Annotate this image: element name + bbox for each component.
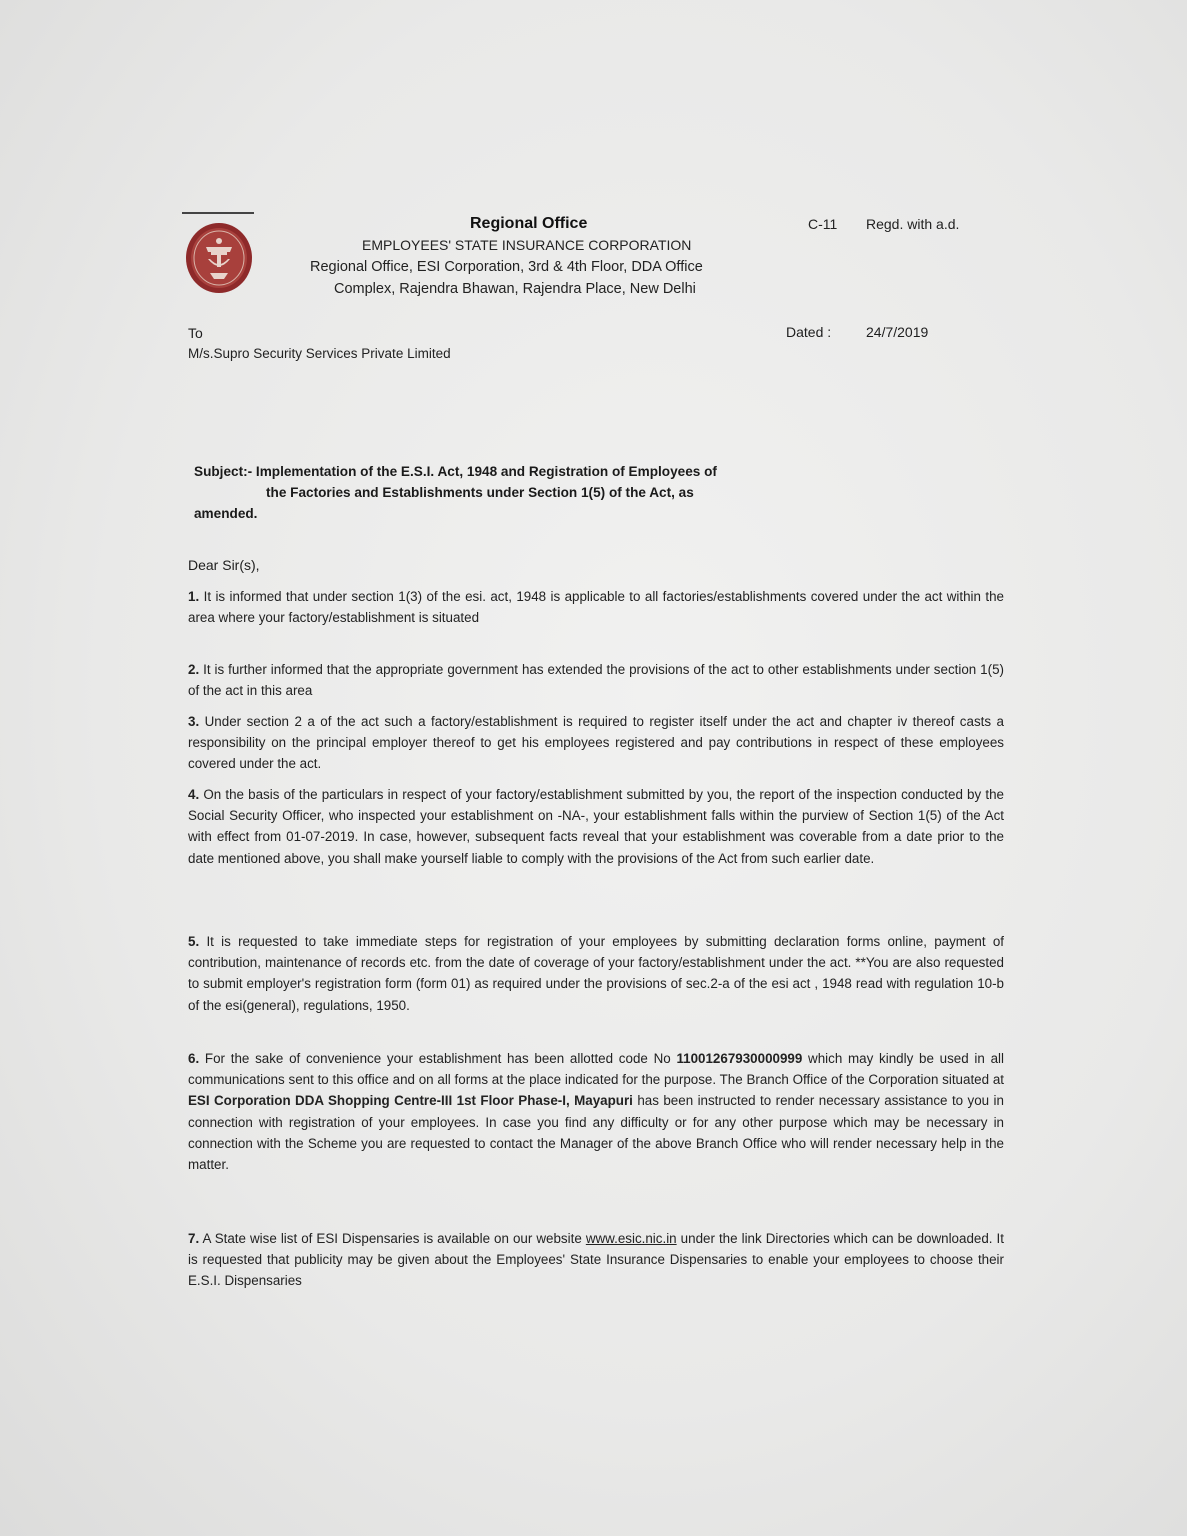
salutation: Dear Sir(s),	[188, 557, 260, 573]
esic-seal-logo	[184, 221, 254, 295]
paragraph-text: has been instructed to render necessary assistance to you in connection with registration of your employees. In case you find any difficulty or for any other purpose which may be necessary in connection with the Scheme you are requested to contact the Manager of the above Branch Office who will render necessary help in the matter.	[188, 1093, 1004, 1173]
paragraph-text: It is further informed that the appropriate government has extended the provisions of the act to other establishments under section 1(5) of the act in this area	[188, 662, 1004, 699]
paragraph-text: under the link Directories which can be downloaded. It is requested that publicity may be given about the Employees' State Insurance Dispensaries to enable your employees to choose their E.S.I. Dispensaries	[188, 1231, 1004, 1289]
subject-line2: the Factories and Establishments under Section 1(5) of the Act, as	[266, 485, 694, 500]
paragraph-number: 2.	[188, 662, 200, 677]
seal-rule	[182, 212, 254, 214]
paragraph-5	[188, 931, 1004, 1016]
paragraph-1	[188, 586, 1004, 628]
paragraph-number: 7.	[188, 1231, 200, 1246]
office-address-line2: Complex, Rajendra Bhawan, Rajendra Place, New Delhi	[334, 281, 696, 297]
paragraph-2	[188, 659, 1004, 701]
paragraph-number: 1.	[188, 589, 200, 604]
form-code: C-11	[808, 216, 838, 232]
paragraph-4	[188, 784, 1004, 869]
website-link[interactable]: www.esic.nic.in	[585, 1231, 677, 1246]
paragraph-text: On the basis of the particulars in respect of your factory/establishment submitted by you, the report of the inspection conducted by the Social Security Officer, who inspected your establishment on -NA-, your establishment falls within the purview of Section 1(5) of the Act with effect from 01-07-2019. In case, however, subsequent facts reveal that your establishment was coverable from a date prior to the date mentioned above, you shall make yourself liable to comply with the provisions of the Act from such earlier date.	[188, 787, 1004, 866]
paragraph-number: 5.	[188, 934, 200, 949]
paragraph-text: It is informed that under section 1(3) of the esi. act, 1948 is applicable to all factories/establishments covered under the act within the area where your factory/establishment is situated	[188, 589, 1004, 626]
establishment-code: 11001267930000999	[676, 1051, 803, 1066]
paragraph-7	[188, 1228, 1004, 1292]
paragraph-number: 3.	[188, 714, 200, 729]
subject	[194, 461, 874, 524]
dated-label: Dated :	[786, 324, 832, 340]
paragraph-text: which may kindly be used in all communications sent to this office and on all forms at the place indicated for the purpose. The Branch Office of the Corporation situated at	[188, 1051, 1004, 1088]
dated-value: 24/7/2019	[866, 324, 929, 340]
paragraph-3	[188, 711, 1004, 775]
paragraph-6	[188, 1048, 1004, 1175]
subject-line1: Subject:- Implementation of the E.S.I. Act, 1948 and Registration of Employees of	[194, 464, 717, 479]
subject-line3: amended.	[194, 506, 258, 521]
organization-name: EMPLOYEES' STATE INSURANCE CORPORATION	[362, 237, 692, 253]
addressee: M/s.Supro Security Services Private Limited	[188, 346, 451, 361]
paragraph-text: A State wise list of ESI Dispensaries is available on our website	[202, 1231, 582, 1246]
office-title: Regional Office	[470, 215, 588, 232]
paragraph-number: 6.	[188, 1051, 200, 1066]
registered-mail-note: Regd. with a.d.	[866, 216, 960, 232]
paragraph-text: Under section 2 a of the act such a factory/establishment is required to register itself under the act and chapter iv thereof casts a responsibility on the principal employer thereof to get his employees registered and pay contributions in respect of these employees covered under the act.	[188, 714, 1004, 772]
paragraph-text: For the sake of convenience your establishment has been allotted code No	[204, 1051, 671, 1066]
branch-office-address: ESI Corporation DDA Shopping Centre-III 1st Floor Phase-I, Mayapuri	[188, 1093, 633, 1109]
office-address-line1: Regional Office, ESI Corporation, 3rd & 4th Floor, DDA Office	[310, 259, 703, 275]
paragraph-number: 4.	[188, 787, 200, 802]
paragraph-text: It is requested to take immediate steps for registration of your employees by submitting declaration forms online, payment of contribution, maintenance of records etc. from the date of coverage of your factory/establishment under the act. **You are also requested to submit employer's registration form (form 01) as required under the provisions of sec.2-a of the esi act , 1948 read with regulation 10-b of the esi(general), regulations, 1950.	[188, 934, 1004, 1013]
to-label: To	[188, 325, 203, 341]
